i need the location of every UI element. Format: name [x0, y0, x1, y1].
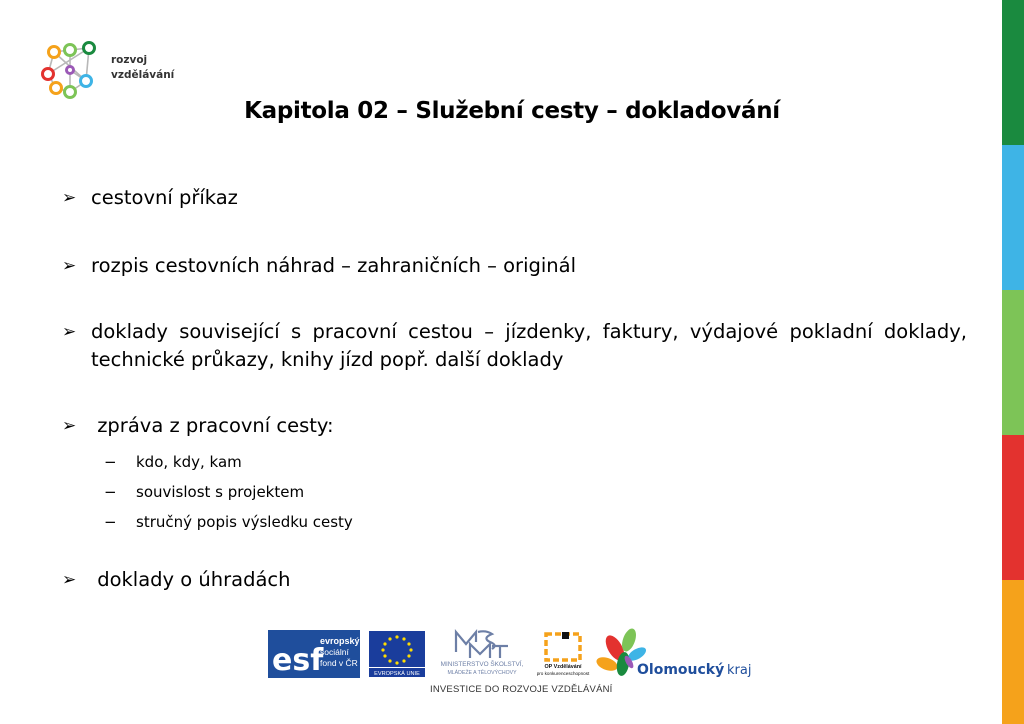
op-line-2: pro konkurenceschopnost — [536, 671, 590, 676]
bullet-text: doklady o úhradách — [91, 568, 291, 591]
sub-item — [104, 478, 304, 506]
sub-text: kdo, kdy, kam — [136, 453, 242, 471]
sidebar-light-green — [1002, 290, 1024, 435]
bullet-item — [62, 252, 576, 280]
sub-marker: − — [104, 483, 117, 501]
sub-text: souvislost s projektem — [136, 483, 305, 501]
arrow-bullet-icon: ➢ — [62, 322, 77, 342]
slide-title: Kapitola 02 – Služební cesty – dokladování — [244, 98, 780, 124]
esf-line-2: sociální — [320, 647, 349, 657]
logo-text — [111, 53, 174, 83]
bullet-item — [62, 412, 334, 440]
olomoucky-kraj-logo-icon — [595, 628, 760, 680]
bullet-text: rozpis cestovních náhrad – zahraničních – originál — [91, 254, 577, 277]
sub-text: stručný popis výsledku cesty — [136, 513, 353, 531]
eu-label: EVROPSKÁ UNIE — [374, 671, 420, 677]
sidebar-red — [1002, 435, 1024, 580]
op-line-1: OP Vzdělávání — [544, 664, 582, 670]
footer-caption: INVESTICE DO ROZVOJE VZDĚLÁVÁNÍ — [430, 684, 613, 695]
esf-logo-icon — [268, 630, 360, 678]
sub-marker: − — [104, 453, 117, 471]
bullet-text: cestovní příkaz — [91, 186, 238, 209]
msmt-line-1: MINISTERSTVO ŠKOLSTVÍ, — [440, 661, 524, 668]
arrow-bullet-icon: ➢ — [62, 416, 77, 436]
bullet-text: zpráva z pracovní cesty: — [91, 414, 334, 437]
msmt-logo-icon — [430, 628, 534, 676]
bullet-item — [62, 184, 238, 212]
bullet-text: doklady související s pracovní cestou – jízdenky, faktury, výdajové pokladní doklady, technické průkazy, knihy jízd popř. další doklady — [91, 320, 967, 371]
logo-line-2: vzdělávání — [111, 69, 175, 81]
ok-name: Olomoucký — [637, 662, 725, 678]
arrow-bullet-icon: ➢ — [62, 256, 77, 276]
bullet-item — [62, 318, 967, 374]
footer-logos — [268, 628, 758, 696]
op-vzdelavani-logo-icon — [536, 630, 590, 678]
sub-item — [104, 508, 353, 536]
sidebar-blue — [1002, 145, 1024, 290]
sub-item — [104, 448, 242, 476]
sidebar-orange — [1002, 580, 1024, 724]
arrow-bullet-icon: ➢ — [62, 188, 77, 208]
esf-line-3: fond v ČR — [320, 658, 358, 668]
msmt-line-2: MLÁDEŽE A TĚLOVÝCHOVY — [447, 670, 517, 676]
eu-flag-icon — [369, 631, 425, 677]
arrow-bullet-icon: ➢ — [62, 570, 77, 590]
esf-line-1: evropský — [320, 636, 360, 646]
ok-suffix: kraj — [727, 663, 752, 678]
sub-marker: − — [104, 513, 117, 531]
logo-line-1: rozvoj — [111, 54, 148, 66]
bullet-item — [62, 566, 291, 594]
esf-mark: esf — [272, 643, 324, 678]
